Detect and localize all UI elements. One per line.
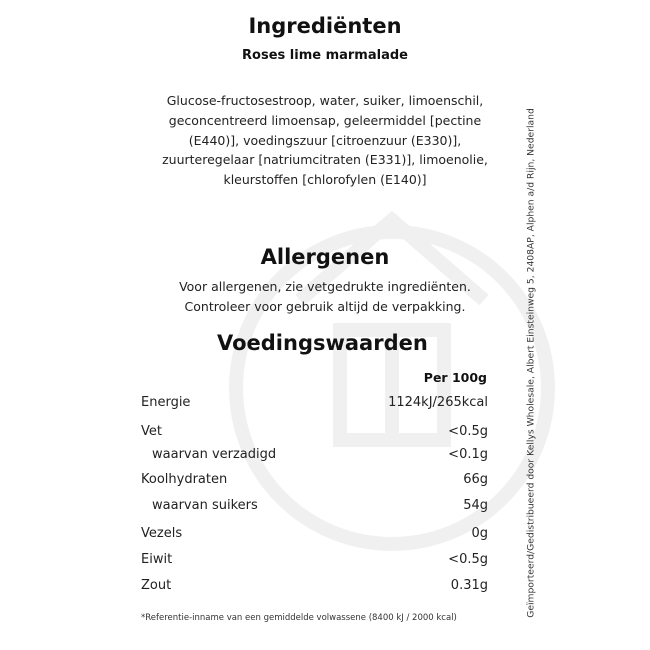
nutrition-value: <0.5g	[448, 424, 488, 439]
nutrition-row-eiwit	[141, 552, 488, 572]
nutrition-label: Vet	[141, 424, 162, 439]
ingredients-line: (E440)], voedingszuur [citroenzuur (E330)],	[188, 132, 462, 148]
nutrition-title: Voedingswaarden	[217, 331, 428, 355]
ingredients-line: kleurstoffen [chlorofylen (E140)]	[223, 172, 427, 188]
nutrition-label: Koolhydraten	[141, 472, 228, 487]
importer-address	[521, 83, 541, 643]
nutrition-label: waarvan suikers	[152, 498, 258, 513]
product-name: Roses lime marmalade	[242, 48, 408, 63]
nutrition-value: 0g	[471, 526, 488, 541]
ingredients-line: Glucose-fructosestroop, water, suiker, limoenschil,	[166, 93, 484, 108]
nutrition-row-energie	[141, 395, 488, 415]
allergens-line: Voor allergenen, zie vetgedrukte ingrediënten.	[179, 279, 471, 294]
nutrition-row-zout	[141, 578, 488, 598]
ingredients-line: zuurteregelaar [natriumcitraten (E331)], limoenolie,	[162, 152, 488, 168]
nutrition-label: waarvan verzadigd	[152, 447, 277, 462]
ingredients-title: Ingrediënten	[248, 14, 402, 38]
nutrition-value: <0.5g	[448, 552, 488, 567]
importer-address-text: Geïmporteerd/Gedistribueerd door Kellys Wholesale, Albert Einsteinweg 5, 2408AP, Alphen a/d Rijn, Nederland	[525, 108, 537, 618]
nutrition-row-koolhydraten	[141, 472, 488, 492]
nutrition-row-vet	[141, 424, 488, 444]
nutrition-row-verzadigd	[141, 447, 488, 467]
nutrition-value: 0.31g	[450, 578, 488, 593]
ingredients-text	[150, 91, 500, 190]
nutrition-value: 1124kJ/265kcal	[388, 395, 488, 410]
nutrition-value: 66g	[463, 472, 488, 487]
nutrition-label: Vezels	[141, 526, 183, 541]
allergens-text	[100, 277, 550, 316]
allergens-title: Allergenen	[260, 245, 390, 269]
nutrition-per-label: Per 100g	[423, 370, 487, 385]
nutrition-value: <0.1g	[448, 447, 488, 462]
nutrition-value: 54g	[463, 498, 488, 513]
ingredients-line: geconcentreerd limoensap, geleermiddel [pectine	[168, 112, 482, 128]
nutrition-row-suikers	[141, 498, 488, 518]
nutrition-label: Energie	[141, 395, 191, 410]
nutrition-row-vezels	[141, 526, 488, 546]
reference-footnote: *Referentie-inname van een gemiddelde volwassene (8400 kJ / 2000 kcal)	[141, 613, 457, 623]
allergens-line: Controleer voor gebruik altijd de verpakking.	[184, 298, 466, 314]
nutrition-label: Zout	[141, 578, 172, 593]
nutrition-label: Eiwit	[141, 552, 173, 567]
